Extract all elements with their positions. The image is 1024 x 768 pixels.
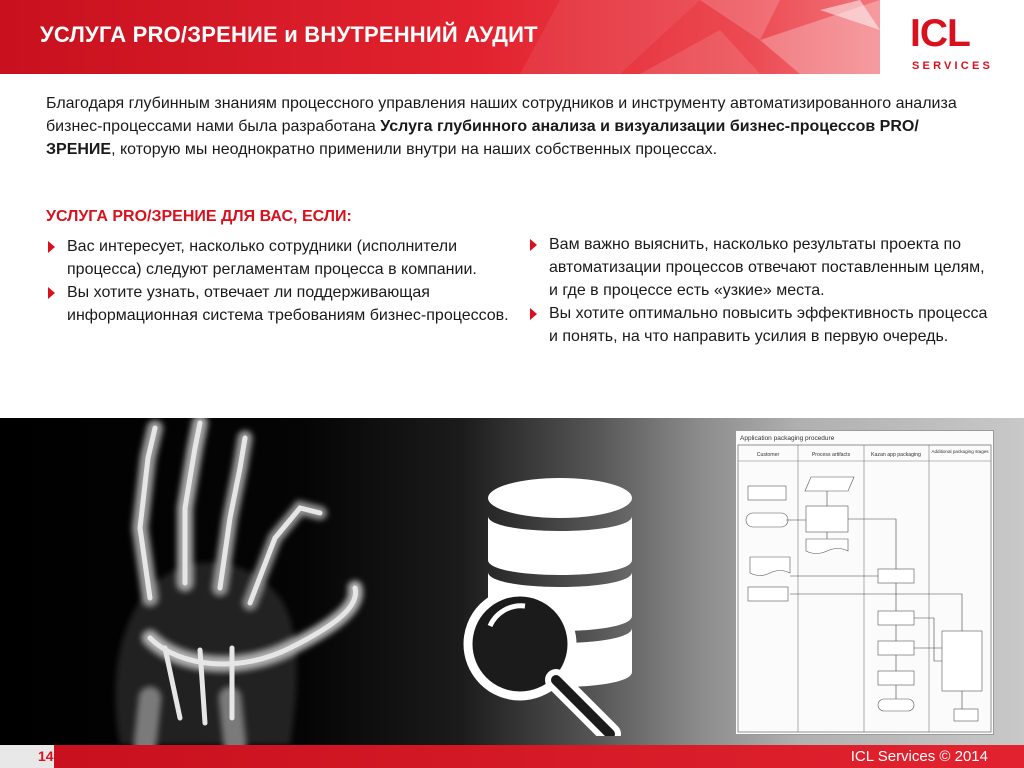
lane-header: Customer [756, 452, 780, 458]
intro-text-1: Благодаря глубинным знаниям процессного управления наших сотрудников и инструменту автоматизированного анализа бизнес-процессами нами была разработана [46, 95, 957, 135]
diagram-title: Application packaging procedure [740, 435, 835, 442]
bullet-item [46, 235, 516, 281]
logo-subtitle: SERVICES [912, 60, 994, 72]
lane-header: Process artifacts [811, 452, 851, 458]
xray-hand-image [0, 418, 430, 745]
bullet-arrow-icon [530, 308, 537, 320]
lane-header: Kazan app packaging [871, 452, 921, 458]
bullet-text: Вы хотите узнать, отвечает ли поддерживающая информационная система требованиям бизнес-процессов. [67, 284, 509, 324]
footer-copyright: ICL Services © 2014 [850, 748, 988, 765]
bullet-arrow-icon [48, 241, 55, 253]
bullet-arrow-icon [48, 287, 55, 299]
bullet-item [528, 233, 988, 302]
lane-header: Additional packaging stages [931, 449, 989, 454]
bullet-item [528, 302, 988, 348]
image-band [0, 418, 1024, 745]
icl-logo [910, 14, 992, 78]
header-band [0, 0, 880, 74]
bullet-list-right [528, 233, 988, 348]
database-search-icon [450, 476, 650, 736]
bullet-item [46, 281, 516, 327]
intro-text-bold: Услуга глубинного анализа и визуализации бизнес-процессов PRO/ЗРЕНИЕ [46, 118, 919, 158]
bullet-arrow-icon [530, 239, 537, 251]
logo-mark: ICL [910, 12, 970, 55]
bullet-text: Вас интересует, насколько сотрудники (исполнители процесса) следуют регламентам процесса в компании. [67, 238, 477, 278]
slide-title: УСЛУГА PRO/ЗРЕНИЕ и ВНУТРЕННИЙ АУДИТ [40, 22, 538, 47]
slide-footer [0, 745, 1024, 768]
bullet-list-left [46, 235, 516, 327]
bullet-text: Вам важно выяснить, насколько результаты проекта по автоматизации процессов отвечают поставленным целям, и где в процессе есть «узкие» места. [549, 236, 985, 299]
bullet-text: Вы хотите оптимально повысить эффективность процесса и понять, на что направить усилия в первую очередь. [549, 305, 988, 345]
intro-paragraph [46, 92, 976, 161]
section-heading: УСЛУГА PRO/ЗРЕНИЕ ДЛЯ ВАС, ЕСЛИ: [46, 208, 352, 225]
slide-header [0, 0, 1024, 74]
intro-text-2: , которую мы неоднократно применили внутри на наших собственных процессах. [111, 141, 718, 158]
process-flow-diagram [735, 430, 994, 735]
page-number: 14 [38, 748, 54, 764]
